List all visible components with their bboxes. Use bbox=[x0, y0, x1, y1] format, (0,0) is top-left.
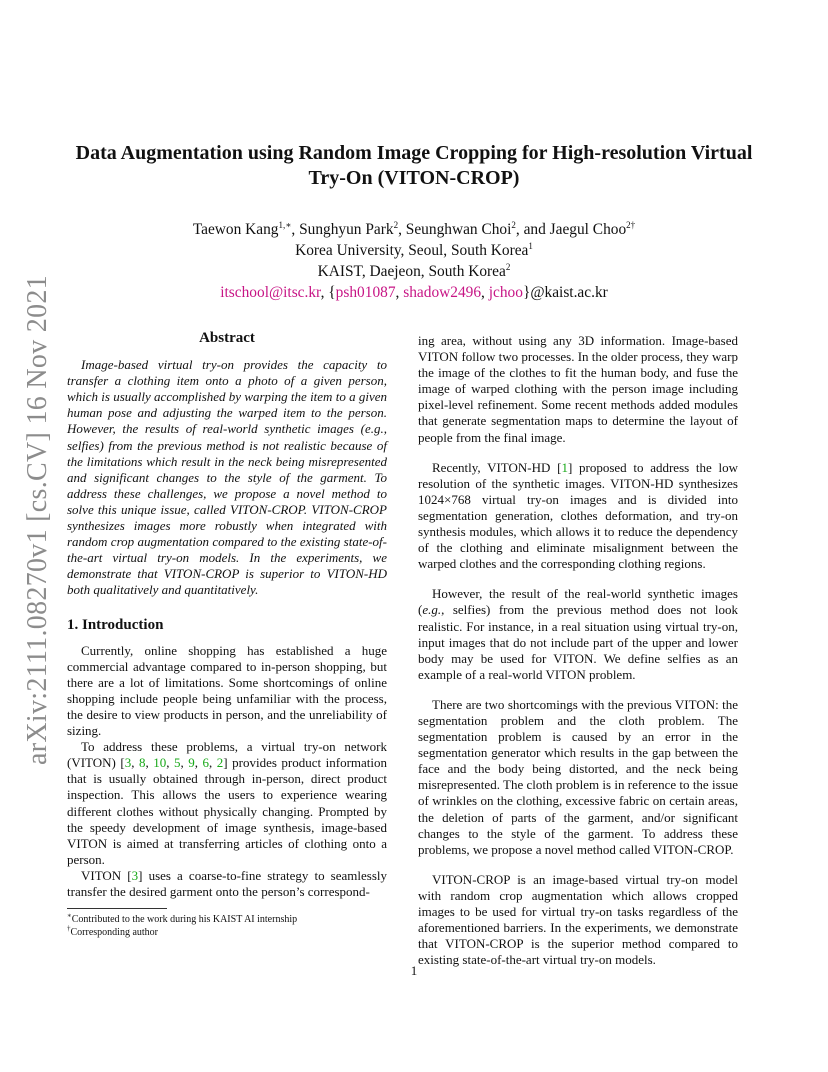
title-line-2: Try-On (VITON-CROP) bbox=[308, 167, 520, 189]
author-separator: , bbox=[291, 221, 300, 238]
author-names bbox=[40, 219, 788, 240]
paragraph-text: To address these problems, a virtual try-on network (VITON) [ bbox=[67, 739, 387, 771]
footnote-divider bbox=[67, 908, 167, 909]
email-link-psh01087[interactable]: psh01087 bbox=[335, 284, 396, 301]
author-separator: , and bbox=[515, 221, 550, 238]
citation-separator: , bbox=[209, 755, 217, 771]
right-paragraph-2 bbox=[418, 460, 738, 573]
arxiv-identifier-stamp bbox=[16, 275, 60, 765]
citation-separator: , bbox=[131, 755, 139, 771]
abstract-section bbox=[67, 330, 387, 599]
citation-link[interactable]: 3 bbox=[131, 867, 139, 883]
email-separator: , { bbox=[320, 284, 336, 301]
author-name: Sunghyun Park bbox=[299, 221, 394, 238]
intro-paragraph-1: Currently, online shopping has established a huge commercial advantage compared to in-person shopping, but there are a lot of limitations. Some shortcomings of online shopping include people being unfamiliar with the process, the desire to view products in person, and the unreliability of sizing. bbox=[67, 642, 387, 739]
paragraph-text: VITON [ bbox=[81, 867, 132, 883]
right-column bbox=[418, 333, 738, 968]
citation-link[interactable]: 8 bbox=[138, 755, 146, 771]
paragraph-text: However, the result of the real-world synthetic images ( bbox=[418, 586, 738, 618]
email-link-shadow2496[interactable]: shadow2496 bbox=[403, 284, 482, 301]
author-emails bbox=[40, 282, 788, 303]
affiliation-mark: 2 bbox=[505, 261, 511, 272]
affiliation-text: Korea University, Seoul, South Korea bbox=[295, 242, 529, 259]
intro-paragraph-2 bbox=[67, 739, 387, 868]
paragraph-text: , selfies) from the previous method does not look realistic. For instance, in a real situation using virtual try-on, input images that do not include part of the upper and lower body may be used for VITON. We define selfies as an example of a real-world VITON problem. bbox=[418, 602, 738, 682]
left-column bbox=[67, 330, 387, 939]
right-paragraph-3 bbox=[418, 586, 738, 683]
abstract-text: Image-based virtual try-on provides the capacity to transfer a clothing item onto a photo of a given person, which is usually accomplished by warping the item to a given human pose and adjusting the warped item to the person. However, the results of real-world synthetic images (e.g., selfies) from the previous method is not realistic because of the limitations which result in the neck being misrepresented and significant changes to the style of the garment. To address these challenges, we propose a novel method to solve this unique issue, called VITON-CROP. VITON-CROP synthesizes images more robustly when integrated with random crop augmentation compared to the existing state-of-the-art virtual try-on models. In the experiments, we demonstrate that VITON-CROP is superior to VITON-HD both qualitatively and quantitatively. bbox=[67, 357, 387, 598]
author-name: Taewon Kang bbox=[192, 221, 279, 238]
citation-link[interactable]: 2 bbox=[216, 755, 224, 771]
email-link-jchoo[interactable]: jchoo bbox=[488, 284, 523, 301]
citation-link[interactable]: 5 bbox=[174, 755, 181, 771]
citation-separator: , bbox=[166, 755, 174, 771]
paper-title bbox=[40, 141, 788, 191]
author-separator: , bbox=[398, 221, 406, 238]
paragraph-text: Recently, VITON-HD [ bbox=[432, 459, 562, 475]
paragraph-text: ] provides product information that is usually obtained through in-person, direct product inspection. This allows the users to experience wearing different clothes without physically changing. Prompted by the speedy development of image synthesis, image-based VITON is aimed at transferring articles of clothing onto a person. bbox=[67, 755, 388, 867]
arxiv-stamp-text: arXiv:2111.08270v1 [cs.CV] 16 Nov 2021 bbox=[22, 275, 54, 765]
email-separator: , bbox=[395, 284, 404, 301]
citation-link[interactable]: 6 bbox=[202, 755, 210, 771]
introduction-heading: 1. Introduction bbox=[67, 616, 164, 633]
email-domain: }@kaist.ac.kr bbox=[522, 284, 608, 301]
page-number: 1 bbox=[410, 963, 418, 978]
italic-abbreviation: e.g. bbox=[422, 602, 442, 618]
author-affiliation-mark: 2† bbox=[626, 219, 636, 230]
affiliation-mark: 1 bbox=[528, 240, 533, 251]
author-affiliation-mark: 2 bbox=[511, 219, 516, 230]
affiliation-text: KAIST, Daejeon, South Korea bbox=[317, 263, 506, 280]
paragraph-text: ] uses a coarse-to-fine strategy to seamlessly transfer the desired garment onto the person’s correspond- bbox=[67, 867, 387, 899]
author-affiliation-mark: 1,∗ bbox=[278, 219, 292, 230]
affiliation-kaist bbox=[40, 261, 788, 282]
citation-separator: , bbox=[194, 755, 203, 771]
right-paragraph-4: There are two shortcomings with the previous VITON: the segmentation problem and the cloth problem. The segmentation problem is caused by an error in the segmentation generator which results in the gap between the face and the body being distorted, and the neck being misrepresented. The cloth problem is in reference to the issue of wrinkles on the clothing, excessive fabric on certain areas, the deletion of parts of the garment, and/or significant changes to the style of the garment. To address these problems, we propose a novel method called VITON-CROP. bbox=[418, 696, 738, 857]
abstract-heading: Abstract bbox=[199, 330, 255, 346]
email-link-itschool[interactable]: itschool@itsc.kr bbox=[220, 284, 321, 301]
email-separator: , bbox=[481, 284, 489, 301]
footnote-text: Corresponding author bbox=[70, 926, 158, 938]
right-paragraph-1: ing area, without using any 3D information. Image-based VITON follow two processes. In the older process, they warp the image of the clothes to fit the human body, and fuse the image of warped clothing with the person image including pixel-level refinement. Some recent methods added modules that generate segmentation maps to determine the layout of people from the final image. bbox=[418, 333, 738, 445]
citation-link[interactable]: 1 bbox=[561, 459, 568, 475]
author-name: Seunghwan Choi bbox=[405, 221, 512, 238]
intro-paragraph-3 bbox=[67, 868, 387, 900]
paragraph-text: ] proposed to address the low resolution of the synthetic images. VITON-HD synthesizes 1024×768 virtual try-on images and is divided into segmentation generation, clothes deformation, and try-on synthesis modules, which allows it to reduce the dependency of the clothing and eliminate misalignment between the warped clothes and the corresponding clothing regions. bbox=[418, 459, 739, 572]
author-block bbox=[40, 219, 788, 303]
footnote-internship bbox=[67, 911, 387, 927]
citation-link[interactable]: 9 bbox=[188, 755, 195, 771]
author-name: Jaegul Choo bbox=[549, 221, 627, 238]
right-paragraph-5: VITON-CROP is an image-based virtual try-on model with random crop augmentation which allows cropped images to be used for virtual try-on tasks regardless of the aforementioned barriers. In the experiments, we demonstrate that VITON-CROP is the superior method compared to existing state-of-the-art virtual try-on models. bbox=[418, 871, 738, 968]
affiliation-korea-university bbox=[40, 240, 788, 261]
title-line-1: Data Augmentation using Random Image Cropping for High-resolution Virtual bbox=[75, 142, 753, 164]
footnote-text: Contributed to the work during his KAIST AI internship bbox=[71, 914, 298, 926]
citation-link[interactable]: 10 bbox=[153, 755, 167, 771]
footnote-mark: ∗ bbox=[67, 911, 72, 920]
author-affiliation-mark: 2 bbox=[393, 219, 399, 230]
citation-separator: , bbox=[180, 755, 189, 771]
footnote-mark: † bbox=[67, 924, 71, 933]
citation-separator: , bbox=[145, 755, 154, 771]
footnote-corresponding bbox=[67, 924, 387, 940]
citation-link[interactable]: 3 bbox=[124, 755, 132, 771]
